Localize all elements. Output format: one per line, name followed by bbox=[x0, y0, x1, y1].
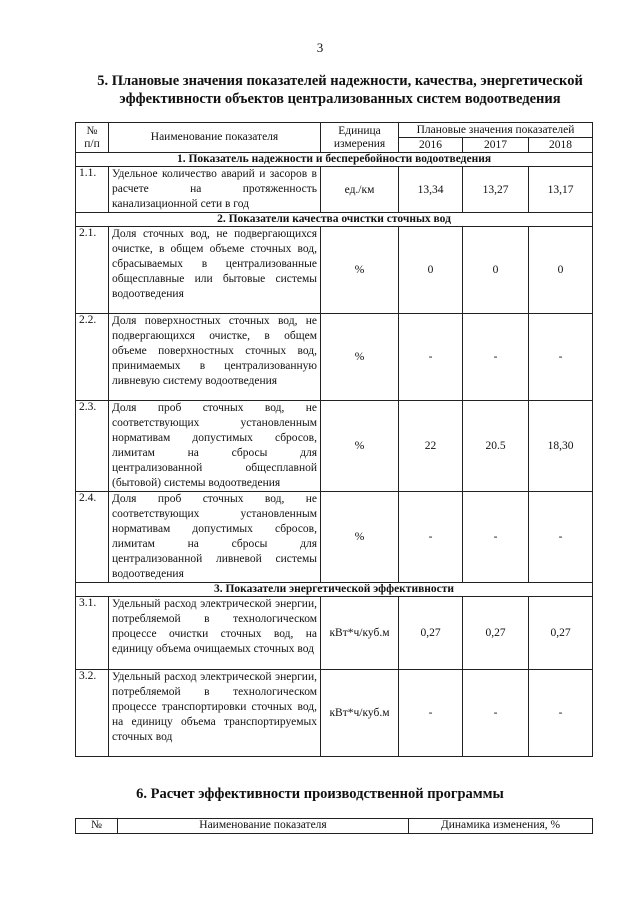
section-6-title: 6. Расчет эффективности производственной программы bbox=[136, 786, 504, 802]
row-number: 3.1. bbox=[76, 597, 109, 670]
row-number: 2.1. bbox=[76, 227, 109, 314]
value-2018: - bbox=[529, 492, 593, 583]
indicator-row bbox=[76, 314, 593, 401]
value-2016: 0,27 bbox=[399, 597, 463, 670]
header-planned-values: Плановые значения показателей bbox=[399, 123, 593, 138]
page-number: 3 bbox=[316, 40, 324, 55]
value-2017: 0 bbox=[463, 227, 529, 314]
indicator-name: Удельное количество аварий и засоров в расчете на протяженность канализационной сети в год bbox=[109, 167, 321, 213]
header-year-2017: 2017 bbox=[463, 138, 529, 153]
section-5-title: 5. Плановые значения показателей надежности, качества, энергетической эффективности объектов централизованных систем водоотведения bbox=[97, 73, 583, 107]
value-2018: 0,27 bbox=[529, 597, 593, 670]
row-number: 1.1. bbox=[76, 167, 109, 213]
value-2016: - bbox=[399, 670, 463, 757]
unit-of-measure: % bbox=[321, 227, 399, 314]
indicator-name: Доля проб сточных вод, не соответствующих установленным нормативам допустимых сбросов, лимитам на сбросы для централизованной общесплавной (бытовой) системы водоотведения bbox=[109, 401, 321, 492]
indicator-row bbox=[76, 597, 593, 670]
row-number: 2.2. bbox=[76, 314, 109, 401]
header-number: № п/п bbox=[76, 123, 109, 153]
header-indicator-name: Наименование показателя bbox=[109, 123, 321, 153]
value-2018: 13,17 bbox=[529, 167, 593, 213]
unit-of-measure: % bbox=[321, 314, 399, 401]
row-number: 2.3. bbox=[76, 401, 109, 492]
value-2018: - bbox=[529, 670, 593, 757]
value-2017: 0,27 bbox=[463, 597, 529, 670]
indicator-row bbox=[76, 670, 593, 757]
value-2016: 0 bbox=[399, 227, 463, 314]
indicator-row bbox=[76, 492, 593, 583]
section-header-row bbox=[76, 213, 593, 227]
indicator-name: Доля проб сточных вод, не соответствующих установленным нормативам допустимых сбросов, лимитам на сбросы для централизованной ливневой системы водоотведения bbox=[109, 492, 321, 583]
value-2016: - bbox=[399, 492, 463, 583]
table2-header-dynamics: Динамика изменения, % bbox=[409, 819, 593, 834]
indicator-name: Удельный расход электрической энергии, потребляемой в технологическом процессе очистки сточных вод, на единицу объема очищаемых сточных вод bbox=[109, 597, 321, 670]
value-2018: 18,30 bbox=[529, 401, 593, 492]
indicator-row bbox=[76, 401, 593, 492]
table2-header-indicator-name: Наименование показателя bbox=[118, 819, 409, 834]
row-number: 2.4. bbox=[76, 492, 109, 583]
indicator-row bbox=[76, 167, 593, 213]
section-title: 3. Показатели энергетической эффективности bbox=[76, 583, 593, 597]
indicator-name: Доля поверхностных сточных вод, не подвергающихся очистке, в общем объеме поверхностных сточных вод, принимаемых в централизованную ливневую систему водоотведения bbox=[109, 314, 321, 401]
unit-of-measure: кВт*ч/куб.м bbox=[321, 597, 399, 670]
value-2017: - bbox=[463, 670, 529, 757]
value-2016: - bbox=[399, 314, 463, 401]
value-2016: 22 bbox=[399, 401, 463, 492]
header-year-2016: 2016 bbox=[399, 138, 463, 153]
indicator-row bbox=[76, 227, 593, 314]
value-2016: 13,34 bbox=[399, 167, 463, 213]
unit-of-measure: кВт*ч/куб.м bbox=[321, 670, 399, 757]
header-unit: Единица измерения bbox=[321, 123, 399, 153]
section-title: 1. Показатель надежности и бесперебойности водоотведения bbox=[76, 153, 593, 167]
section-title: 2. Показатели качества очистки сточных вод bbox=[76, 213, 593, 227]
header-year-2018: 2018 bbox=[529, 138, 593, 153]
section-header-row bbox=[76, 153, 593, 167]
value-2018: 0 bbox=[529, 227, 593, 314]
indicators-table-body bbox=[76, 153, 593, 757]
value-2017: - bbox=[463, 314, 529, 401]
value-2017: 13,27 bbox=[463, 167, 529, 213]
unit-of-measure: % bbox=[321, 401, 399, 492]
table2-header-number: № bbox=[76, 819, 118, 834]
indicator-name: Удельный расход электрической энергии, потребляемой в технологическом процессе транспортировки сточных вод, на единицу объема транспортируемых сточных вод bbox=[109, 670, 321, 757]
value-2018: - bbox=[529, 314, 593, 401]
unit-of-measure: ед./км bbox=[321, 167, 399, 213]
value-2017: - bbox=[463, 492, 529, 583]
indicator-name: Доля сточных вод, не подвергающихся очистке, в общем объеме сточных вод, сбрасываемых в централизованные общесплавные или бытовые системы водоотведения bbox=[109, 227, 321, 314]
section-header-row bbox=[76, 583, 593, 597]
row-number: 3.2. bbox=[76, 670, 109, 757]
value-2017: 20.5 bbox=[463, 401, 529, 492]
efficiency-table-header bbox=[75, 818, 593, 834]
indicators-table bbox=[75, 122, 593, 757]
unit-of-measure: % bbox=[321, 492, 399, 583]
